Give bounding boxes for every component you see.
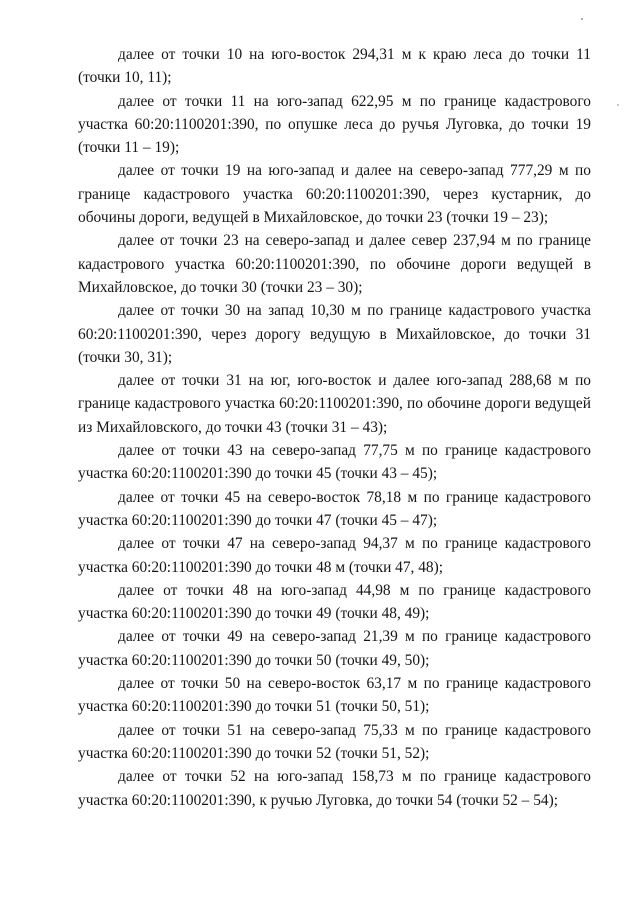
- paragraph: далее от точки 48 на юго-запад 44,98 м по границе кадастрового участка 60:20:1100201:390 до точки 49 (точки 48, 49);: [78, 581, 591, 623]
- scan-speck: [617, 104, 619, 106]
- paragraph: далее от точки 47 на северо-запад 94,37 м по границе кадастрового участка 60:20:1100201:390 до точки 48 м (точки 47, 48);: [78, 535, 591, 576]
- paragraph: далее от точки 43 на северо-запад 77,75 м по границе кадастрового участка 60:20:1100201:390 до точки 45 (точки 43 – 45);: [78, 442, 591, 483]
- paragraph: далее от точки 11 на юго-запад 622,95 м по границе кадастрового участка 60:20:1100201:390, по опушке леса до ручья Луговка, до точки 19 (точки 11 – 19);: [78, 92, 591, 157]
- paragraph: далее от точки 19 на юго-запад и далее на северо-запад 777,29 м по границе кадастрового участка 60:20:1100201:390, через кустарник, до обочины дороги, ведущей в Михайловское, до точки 23 (точки 19 – 23);: [78, 162, 591, 227]
- paragraph: далее от точки 10 на юго-восток 294,31 м к краю леса до точки 11 (точки 10, 11);: [78, 46, 591, 87]
- paragraph: далее от точки 30 на запад 10,30 м по границе кадастрового участка 60:20:1100201:390, через дорогу ведущую в Михайловское, до точки 31 (точки 30, 31);: [78, 302, 591, 366]
- paragraph: далее от точки 50 на северо-восток 63,17 м по границе кадастрового участка 60:20:1100201:390 до точки 51 (точки 50, 51);: [78, 675, 591, 716]
- paragraph: далее от точки 51 на северо-запад 75,33 м по границе кадастрового участка 60:20:1100201:390 до точки 52 (точки 51, 52);: [78, 721, 591, 762]
- paragraph: далее от точки 49 на северо-запад 21,39 м по границе кадастрового участка 60:20:1100201:390 до точки 50 (точки 49, 50);: [78, 628, 591, 669]
- boundary-description-text: [78, 43, 591, 812]
- paragraph: далее от точки 31 на юг, юго-восток и далее юго-запад 288,68 м по границе кадастрового участка 60:20:1100201:390, по обочине дороги ведущей из Михайловского, до точки 43 (точки 31 – 43);: [78, 372, 591, 436]
- paragraph: далее от точки 45 на северо-восток 78,18 м по границе кадастрового участка 60:20:1100201:390 до точки 47 (точки 45 – 47);: [78, 488, 591, 529]
- paragraph: далее от точки 52 на юго-запад 158,73 м по границе кадастрового участка 60:20:1100201:390, к ручью Луговка, до точки 54 (точки 52 – 54);: [78, 768, 591, 809]
- paragraph: далее от точки 23 на северо-запад и далее север 237,94 м по границе кадастрового участка 60:20:1100201:390, по обочине дороги ведущей в Михайловское, до точки 30 (точки 23 – 30);: [78, 232, 591, 296]
- scan-speck: [581, 18, 583, 20]
